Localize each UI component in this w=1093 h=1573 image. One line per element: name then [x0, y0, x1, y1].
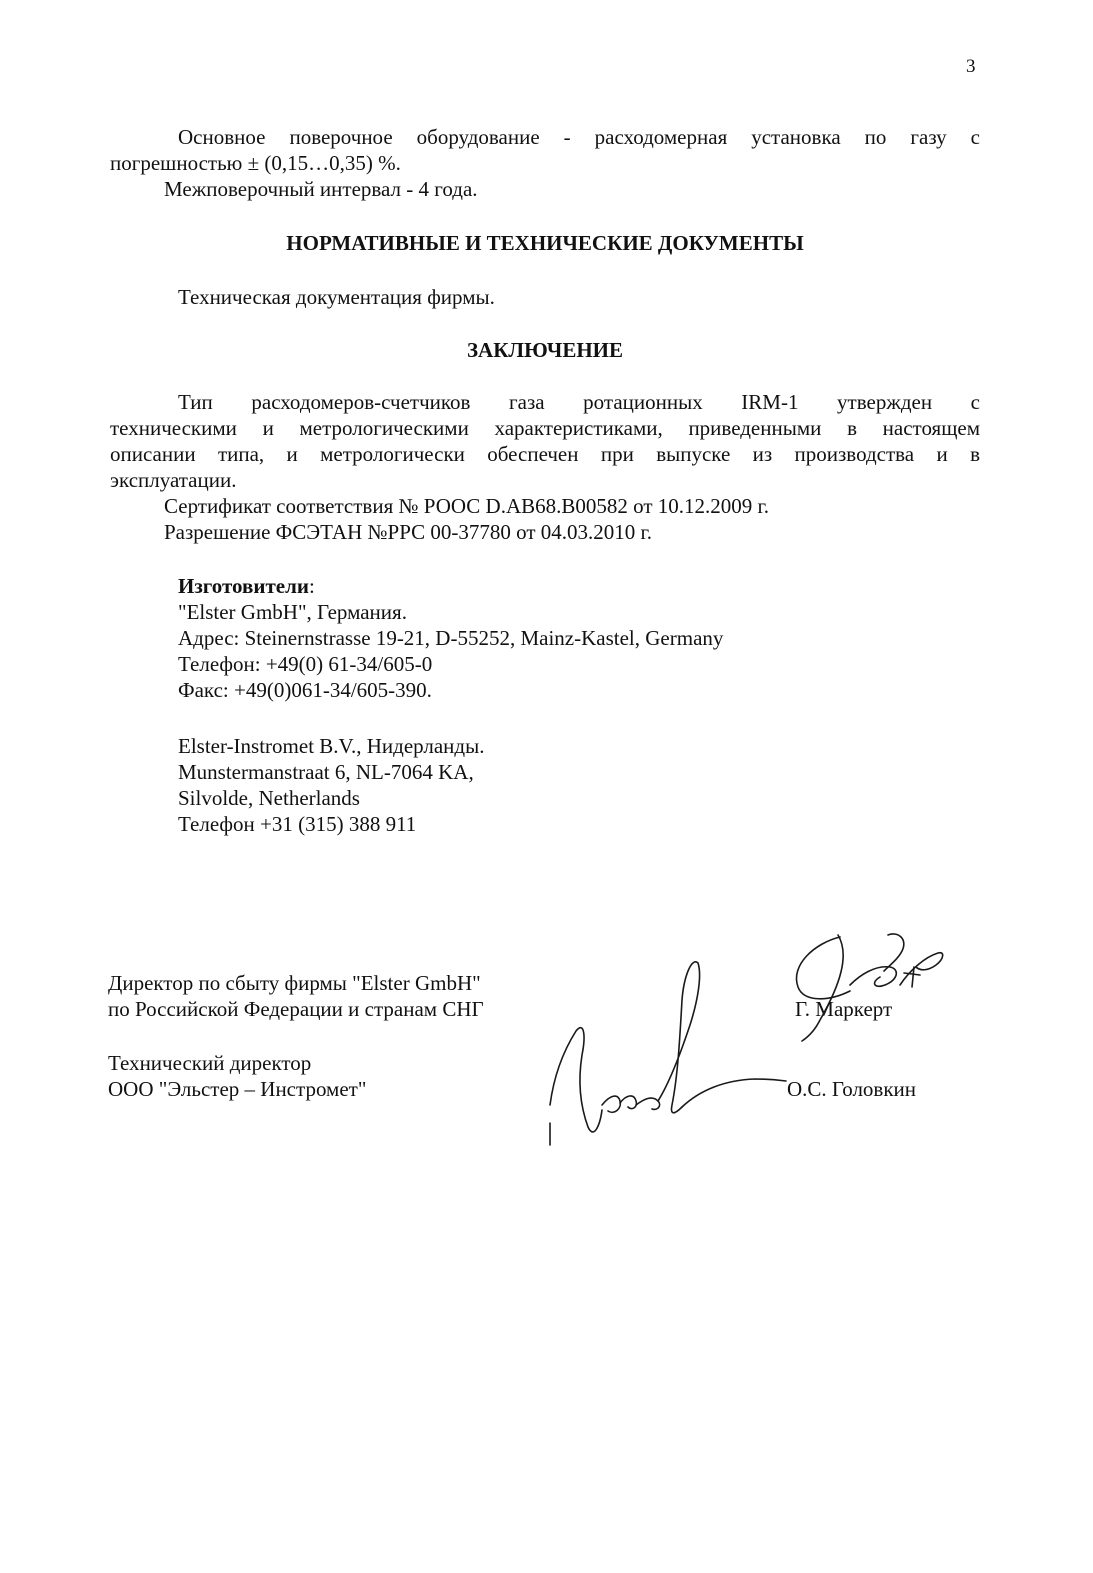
- conclusion-line-1: Тип расходомеров-счетчиков газа ротационных IRM-1 утвержден с: [178, 390, 980, 414]
- signatory-2-name: О.С. Головкин: [787, 1077, 917, 1101]
- manufacturers-label: [178, 573, 315, 599]
- manufacturer-2-city: Silvolde, Netherlands: [178, 786, 360, 810]
- signatory-2-title-line-1: Технический директор: [108, 1051, 312, 1075]
- manufacturer-2-street: Munstermanstraat 6, NL-7064 KA,: [178, 760, 474, 784]
- permit-line: Разрешение ФСЭТАН №РРС 00-37780 от 04.03.2010 г.: [164, 520, 653, 544]
- page-number: 3: [966, 56, 976, 77]
- manufacturer-1-phone: Телефон: +49(0) 61-34/605-0: [178, 652, 433, 676]
- normative-text: Техническая документация фирмы.: [178, 285, 495, 309]
- conclusion-line-4: эксплуатации.: [110, 468, 237, 492]
- manufacturer-2: [178, 733, 484, 837]
- manufacturer-1-fax: Факс: +49(0)061-34/605-390.: [178, 678, 432, 702]
- normative-heading: НОРМАТИВНЫЕ И ТЕХНИЧЕСКИЕ ДОКУМЕНТЫ: [286, 231, 804, 255]
- verification-interval: Межповерочный интервал - 4 года.: [164, 177, 478, 201]
- manufacturer-1-name: "Elster GmbH", Германия.: [178, 600, 407, 624]
- manufacturers-label-colon: :: [308, 574, 315, 598]
- signatory-2-title-line-2: ООО "Эльстер – Инстромет": [108, 1077, 367, 1101]
- certificate-line: Сертификат соответствия № РООС D.AB68.B00582 от 10.12.2009 г.: [164, 494, 770, 518]
- conclusion-line-3: описании типа, и метрологически обеспечен при выпуске из производства и в: [110, 442, 980, 466]
- manufacturers-label-text: Изготовители: [178, 574, 309, 598]
- verification-paragraph: [110, 124, 980, 202]
- manufacturer-1-address: Адрес: Steinernstrasse 19-21, D-55252, Mainz-Kastel, Germany: [178, 626, 724, 650]
- signature-markert: [780, 925, 950, 1045]
- signatory-1-title: [108, 970, 484, 1022]
- conclusion-heading: ЗАКЛЮЧЕНИЕ: [466, 338, 624, 362]
- signatory-1-title-line-2: по Российской Федерации и странам СНГ: [108, 997, 484, 1021]
- manufacturer-2-name: Elster-Instromet B.V., Нидерланды.: [178, 734, 485, 758]
- conclusion-paragraph: [110, 389, 980, 545]
- verification-line-2: погрешностью ± (0,15…0,35) %.: [110, 151, 401, 175]
- conclusion-line-2: техническими и метрологическими характеристиками, приведенными в настоящем: [110, 416, 980, 440]
- signature-golovkin: [540, 955, 790, 1155]
- verification-line-1: Основное поверочное оборудование - расходомерная установка по газу с: [178, 125, 980, 149]
- signatory-1-title-line-1: Директор по сбыту фирмы "Elster GmbH": [108, 971, 481, 995]
- manufacturer-1: [178, 599, 723, 703]
- signatory-2-title: [108, 1050, 366, 1102]
- signatory-1-name: Г. Маркерт: [795, 997, 893, 1021]
- manufacturer-2-phone: Телефон +31 (315) 388 911: [178, 812, 417, 836]
